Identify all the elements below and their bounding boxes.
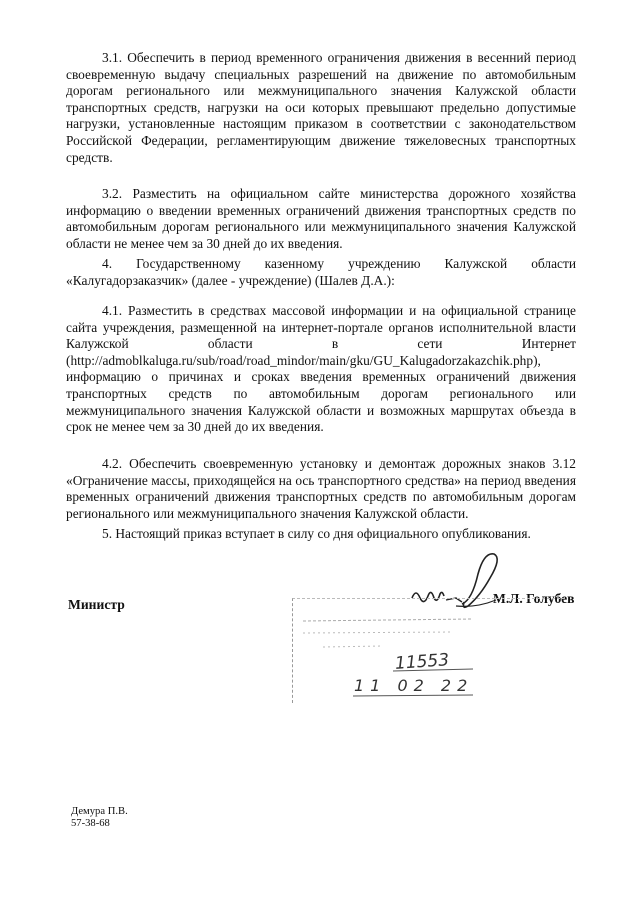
paragraph-4-1	[66, 303, 576, 436]
executor-name: Демура П.В.	[71, 806, 128, 817]
executor-phone: 57-38-68	[71, 818, 110, 830]
paragraph-4-2-text: 4.2. Обеспечить своевременную установку и демонтаж дорожных знаков 3.12 «Ограничение массы, приходящейся на ось транспортного средства» на период введения временных ограничений движения транспортных средств по автомобильным дорогам регионального или межмуниципального значения Калужской области.	[66, 456, 576, 521]
paragraph-4-text: 4. Государственному казенному учреждению Калужской области «Калугадорзаказчик» (далее - учреждение) (Шалев Д.А.):	[66, 256, 576, 288]
paragraph-4	[66, 256, 576, 289]
signatory-title: Министр	[68, 597, 125, 612]
paragraph-3-1-text: 3.1. Обеспечить в период временного ограничения движения в весенний период своевременную выдачу специальных разрешений на движение по автомобильным дорогам регионального или межмуниципального значения Калужской области транспортных средств, нагрузки на оси которых превышают предельно допустимые нагрузки, установленные настоящим приказом в соответствии с законодательством Российской Федерации, регламентирующим движение тяжеловесных транспортных средств.	[66, 50, 576, 165]
registration-number: 11553	[394, 650, 450, 674]
registration-date: 11 02 22	[354, 676, 474, 695]
signatory-name: М.Л. Голубев	[493, 591, 575, 606]
paragraph-3-1	[66, 50, 576, 166]
paragraph-3-2	[66, 186, 576, 252]
paragraph-3-2-text: 3.2. Разместить на официальном сайте министерства дорожного хозяйства информацию о введении временных ограничений движения транспортных средств по автомобильным дорогам регионального или межмуниципального значения Калужской области не менее чем за 30 дней до их введения.	[66, 186, 576, 251]
paragraph-5-text: 5. Настоящий приказ вступает в силу со дня официального опубликования.	[102, 526, 531, 541]
paragraph-4-1-text: 4.1. Разместить в средствах массовой информации и на официальной странице сайта учреждения, размещенной на интернет-портале органов исполнительной власти Калужской области в сети Интернет (http://admoblkaluga.ru/sub/road/road_mindor/main/gku/GU_Kalugadorzakazchik.php), информацию о причинах и сроках введения временных ограничений движения транспортных средств по автомобильным дорогам регионального или межмуниципального значения Калужской области и возможных маршрутах объезда в срок не менее чем за 30 дней до их введения.	[66, 303, 576, 435]
paragraph-4-2	[66, 456, 576, 522]
executor-block	[71, 806, 128, 831]
paragraph-5	[66, 526, 576, 543]
